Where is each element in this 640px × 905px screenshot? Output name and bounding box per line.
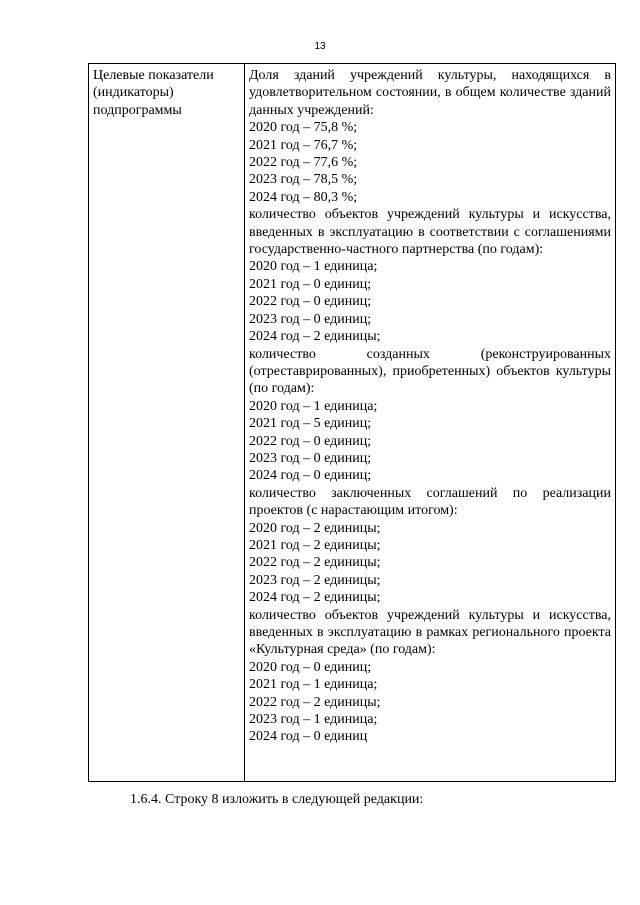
indicator-year-value: 2023 год – 0 единиц; (249, 311, 372, 327)
indicator-year-value: 2022 год – 0 единиц; (249, 294, 372, 310)
page-number: 13 (314, 41, 326, 52)
indicator-year-value: 2022 год – 2 единицы; (249, 555, 381, 571)
table-row (89, 64, 616, 782)
indicator-year-value: 2023 год – 78,5 %; (249, 172, 358, 188)
indicator-year-value: 2020 год – 1 единица; (249, 398, 378, 414)
indicator-year-value: 2021 год – 5 единиц; (249, 416, 372, 432)
indicator-year-value: 2020 год – 2 единицы; (249, 520, 381, 536)
indicator-year-value: 2022 год – 77,6 %; (249, 155, 358, 171)
amendment-instruction: 1.6.4. Строку 8 изложить в следующей редакции: (130, 792, 424, 807)
indicator-year-value: 2022 год – 2 единицы; (249, 694, 381, 710)
indicator-description: количество объектов учреждений культуры и искусства, введенных в эксплуатацию в соответствии с соглашениями государственно-частного партнерства (по годам): (249, 207, 611, 258)
indicator-label-line: подпрограммы (93, 102, 182, 118)
indicator-description: количество заключенных соглашений по реализации проектов (с нарастающим итогом): (249, 485, 611, 519)
indicator-year-value: 2021 год – 2 единицы; (249, 537, 381, 553)
indicator-year-value: 2021 год – 0 единиц; (249, 276, 372, 292)
indicator-year-value: 2024 год – 2 единицы; (249, 590, 381, 606)
indicator-label-line: (индикаторы) (93, 85, 174, 101)
indicator-values-cell (245, 64, 616, 782)
indicator-year-value: 2023 год – 1 единица; (249, 712, 378, 728)
indicator-label-cell (89, 64, 245, 782)
indicator-year-value: 2023 год – 2 единицы; (249, 572, 381, 588)
indicator-year-value: 2024 год – 0 единиц (249, 729, 368, 745)
indicator-label-line: Целевые показатели (93, 68, 214, 83)
indicators-table (88, 63, 616, 782)
indicator-year-value: 2020 год – 0 единиц; (249, 659, 372, 675)
indicator-year-value: 2020 год – 1 единица; (249, 259, 378, 275)
indicator-description: количество созданных (реконструированных (отреставрированных), приобретенных) объектов культуры (по годам): (249, 346, 611, 397)
indicator-year-value: 2022 год – 0 единиц; (249, 433, 372, 449)
indicator-year-value: 2021 год – 1 единица; (249, 677, 378, 693)
indicator-year-value: 2024 год – 80,3 %; (249, 189, 358, 205)
indicator-description: количество объектов учреждений культуры и искусства, введенных в эксплуатацию в рамках регионального проекта «Культурная среда» (по годам): (249, 607, 611, 658)
indicator-year-value: 2024 год – 0 единиц; (249, 468, 372, 484)
indicator-year-value: 2024 год – 2 единицы; (249, 329, 381, 345)
indicator-year-value: 2021 год – 76,7 %; (249, 137, 358, 153)
indicator-year-value: 2020 год – 75,8 %; (249, 120, 358, 136)
indicator-description: Доля зданий учреждений культуры, находящихся в удовлетворительном состоянии, в общем количестве зданий данных учреждений: (249, 68, 611, 118)
indicator-year-value: 2023 год – 0 единиц; (249, 450, 372, 466)
